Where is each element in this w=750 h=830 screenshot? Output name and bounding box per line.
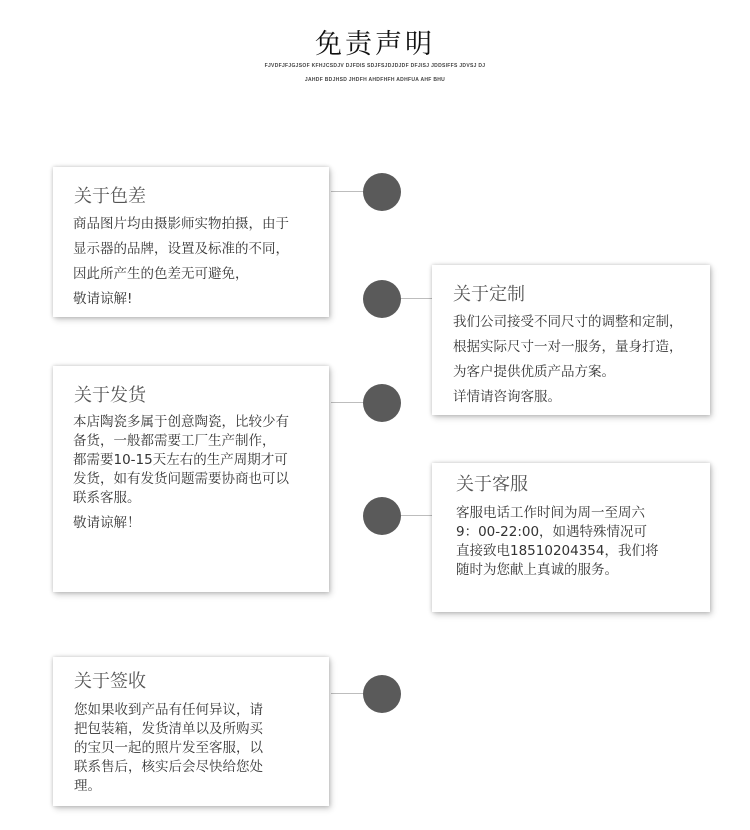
card-text-line: 理。 (74, 778, 101, 794)
timeline-dot (363, 280, 401, 318)
card-text-line: 您如果收到产品有任何异议，请 (74, 702, 263, 718)
card-title: 关于色差 (74, 186, 146, 207)
timeline-dot (363, 173, 401, 211)
page-title: 免责声明 (315, 29, 435, 60)
card-text-line: 本店陶瓷多属于创意陶瓷，比较少有 (73, 414, 289, 430)
card-title: 关于客服 (456, 474, 528, 495)
card-text-line: 敬请谅解! (73, 291, 133, 307)
card-text-line: 联系售后，核实后会尽快给您处 (74, 759, 263, 775)
card-text-line: 9：00-22:00，如遇特殊情况可 (456, 524, 648, 540)
connector-line (331, 693, 367, 694)
card-text-line: 客服电话工作时间为周一至周六 (456, 505, 645, 521)
card-text-line: 直接致电18510204354，我们将 (456, 543, 659, 559)
card-title: 关于签收 (74, 671, 146, 692)
card-text-line: 显示器的品牌，设置及标准的不同， (73, 241, 289, 257)
card-text-line: 发货，如有发货问题需要协商也可以 (73, 471, 289, 487)
timeline-dot (363, 497, 401, 535)
card-text-line: 因此所产生的色差无可避免， (73, 266, 249, 282)
card-text-line: 为客户提供优质产品方案。 (453, 364, 615, 380)
card-title: 关于定制 (453, 284, 525, 305)
connector-line (331, 402, 367, 403)
card-text-line: 都需要10-15天左右的生产周期才可 (73, 452, 288, 468)
timeline-dot (363, 384, 401, 422)
card-text-line: 随时为您献上真诚的服务。 (456, 562, 618, 578)
card-customization (432, 265, 710, 415)
card-text-line: 备货，一般都需要工厂生产制作， (73, 433, 276, 449)
connector-line (331, 191, 367, 192)
card-customer-service (432, 463, 710, 612)
card-text-line: 根据实际尺寸一对一服务，量身打造， (453, 339, 683, 355)
card-receipt (53, 657, 329, 806)
page-subtitle-line-2: JAHDF BDJHSD JHDFH AHDFHFH ADHFUA AHF BHU (304, 77, 446, 83)
page-subtitle-line-1: FJVDFJFJGJSOF KFHJCSDJV DJFDIS SDJFSJDJDJDF DFJISJ JDDSIFFS JDVSJ DJ (264, 63, 486, 69)
card-text-line: 我们公司接受不同尺寸的调整和定制， (453, 314, 683, 330)
card-text-line: 把包装箱，发货清单以及所购买 (74, 721, 263, 737)
card-text-line: 详情请咨询客服。 (453, 389, 561, 405)
card-shipping (53, 366, 329, 592)
card-text-line: 的宝贝一起的照片发至客服，以 (74, 740, 263, 756)
card-text-line: 商品图片均由摄影师实物拍摄，由于 (73, 216, 289, 232)
timeline-dot (363, 675, 401, 713)
card-text-line: 敬请谅解！ (73, 515, 141, 531)
card-title: 关于发货 (74, 385, 146, 406)
card-text-line: 联系客服。 (73, 490, 141, 506)
card-color-difference (53, 167, 329, 317)
